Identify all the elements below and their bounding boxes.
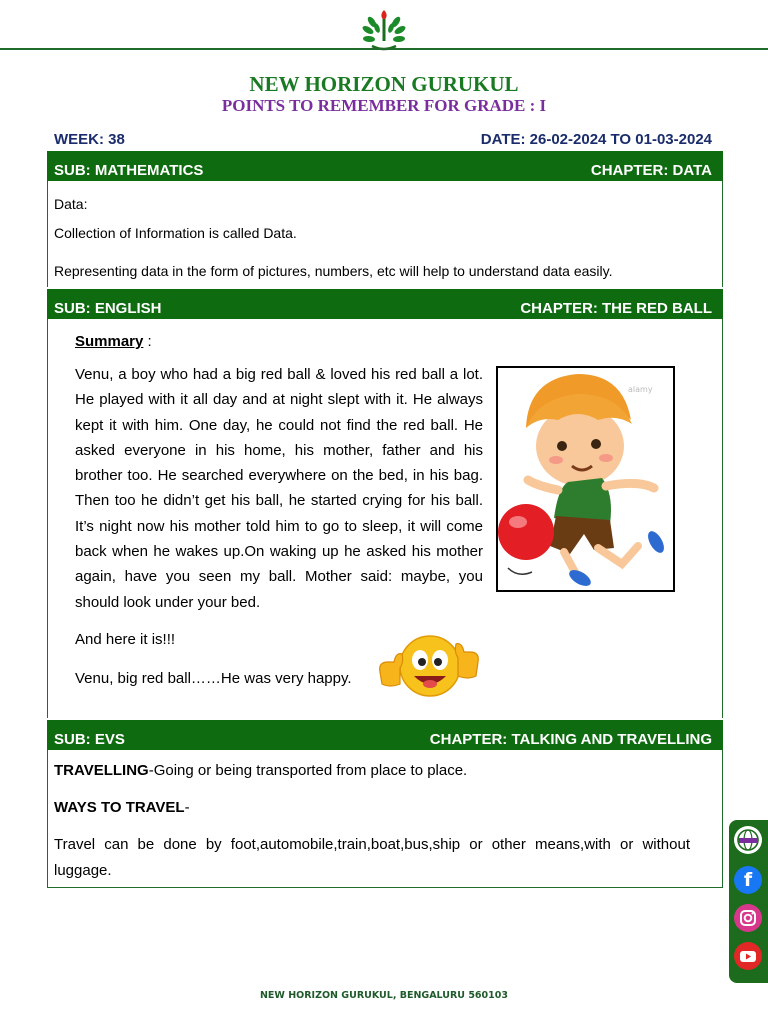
watermark-text: alamy: [628, 385, 653, 394]
travel-paragraph: Travel can be done by foot,automobile,train,boat,bus,ship or other means,with or without luggage.: [54, 836, 690, 879]
boy-kicking-ball-icon: [498, 368, 673, 590]
boy-with-ball-illustration: [496, 366, 675, 592]
evs-chapter: CHAPTER: TALKING AND TRAVELLING: [429, 731, 712, 748]
travelling-term: TRAVELLING: [54, 762, 149, 779]
math-bar-edge: [47, 149, 723, 151]
summary-colon: :: [143, 333, 152, 350]
math-subject: SUB: MATHEMATICS: [54, 162, 204, 179]
math-header-bar: [47, 149, 723, 181]
header-divider: [0, 48, 768, 50]
story-paragraph: Venu, a boy who had a big red ball & loved his red ball a lot. He played with it all day and at night slept with it. He always kept it with him. One day, he could not find the red ball. He asked everyone in his home, his mother, father and his brother too. He searched everywhere on the bed, in his bag. Then too he didn’t get his ball, he started crying for his ball. It’s night now his mother told him to go to sleep, it will come back when he wakes up.On waking up he asked his mother again, have you seen my ball. Mother said: maybe, you should look under your bed.: [75, 366, 483, 611]
english-bar-edge: [47, 287, 723, 289]
youtube-icon[interactable]: [734, 942, 762, 970]
math-chapter: CHAPTER: DATA: [590, 162, 712, 179]
date-label: DATE: 26-02-2024 TO 01-03-2024: [480, 131, 712, 148]
travelling-definition: [54, 762, 467, 779]
facebook-icon[interactable]: f: [734, 866, 762, 894]
summary-label: Summary: [75, 333, 144, 350]
english-subject: SUB: ENGLISH: [54, 300, 162, 317]
week-label: WEEK: 38: [54, 131, 125, 148]
page-subtitle: POINTS TO REMEMBER FOR GRADE : I: [221, 96, 547, 115]
summary-heading: [75, 333, 152, 350]
travelling-def: -Going or being transported from place to place.: [148, 762, 468, 779]
school-name: NEW HORIZON GURUKUL: [249, 72, 519, 96]
instagram-icon[interactable]: [734, 904, 762, 932]
story-line: And here it is!!!: [75, 631, 176, 648]
math-line: Collection of Information is called Data.: [54, 225, 297, 241]
evs-bar-edge: [47, 718, 723, 720]
ways-term: WAYS TO TRAVEL: [54, 799, 185, 816]
social-sidebar: [729, 820, 768, 983]
footer-text: NEW HORIZON GURUKUL, BENGALURU 560103: [259, 990, 508, 1001]
evs-header-bar: [47, 718, 723, 750]
ways-dash: -: [184, 799, 190, 816]
school-logo-icon: [358, 8, 410, 52]
ways-heading: [54, 799, 190, 816]
math-line: Data:: [54, 196, 88, 212]
story-line: Venu, big red ball……He was very happy.: [75, 670, 352, 687]
english-chapter: CHAPTER: THE RED BALL: [520, 300, 712, 317]
math-line: Representing data in the form of pictures, numbers, etc will help to understand data easily.: [54, 263, 613, 279]
thumbs-up-emoji-icon: [374, 632, 484, 698]
globe-icon[interactable]: [734, 826, 762, 854]
english-header-bar: [47, 287, 723, 319]
evs-subject: SUB: EVS: [54, 731, 125, 748]
